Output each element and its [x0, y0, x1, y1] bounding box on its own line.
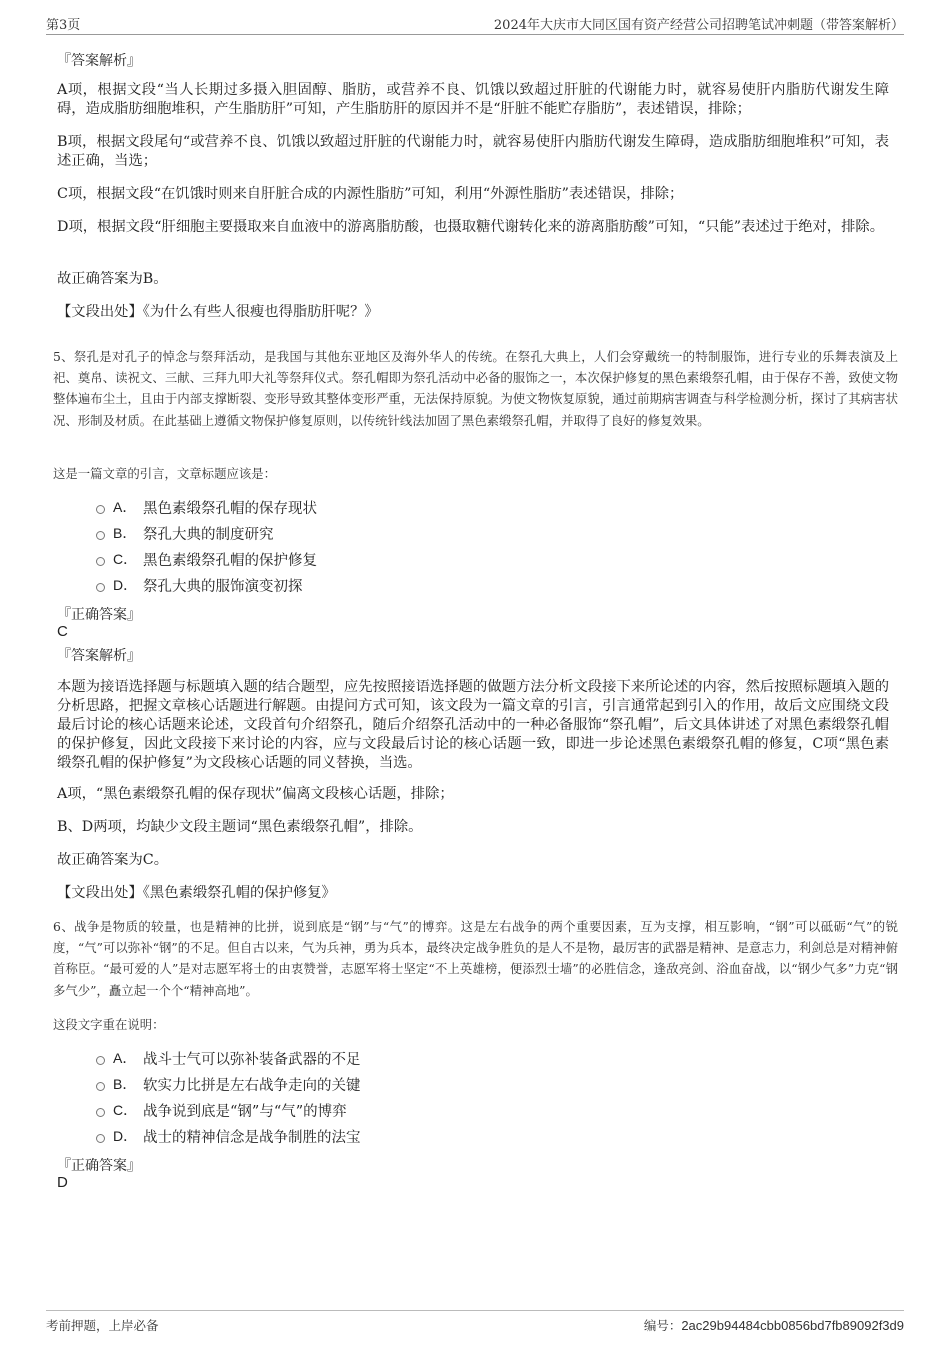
- radio-icon[interactable]: [96, 1082, 105, 1091]
- page-footer: [46, 1310, 904, 1337]
- footer-code-block: [644, 1316, 904, 1334]
- q5-option-a[interactable]: A． 黑色素缎祭孔帽的保存现状: [96, 496, 317, 518]
- radio-icon[interactable]: [96, 505, 105, 514]
- q5-answer: C: [57, 623, 68, 640]
- q5-analysis-label: 『答案解析』: [57, 648, 141, 664]
- q6-option-d[interactable]: D． 战士的精神信念是战争制胜的法宝: [96, 1125, 361, 1147]
- q6-option-a[interactable]: A． 战斗士气可以弥补装备武器的不足: [96, 1047, 361, 1069]
- radio-icon[interactable]: [96, 1134, 105, 1143]
- q4-analysis-a: A项，根据文段“当人长期过多摄入胆固醇、脂肪，或营养不良、饥饿以致超过肝脏的代谢能力时，就容易使肝内脂肪代谢发生障碍，造成脂肪细胞堆积，产生脂肪肝”可知，产生脂肪肝的原因并不是“肝脏不能贮存脂肪”，表述错误，排除；: [57, 82, 889, 117]
- radio-icon[interactable]: [96, 531, 105, 540]
- footer-code-label: 编号：: [643, 1318, 682, 1333]
- radio-icon[interactable]: [96, 1108, 105, 1117]
- q6-prompt: 这段文字重在说明：: [53, 1017, 165, 1032]
- footer-code: 2ac29b94484cbb0856bd7fb89092f3d9: [681, 1318, 904, 1333]
- q5-correct-label: 『正确答案』: [57, 607, 141, 623]
- footer-slogan: 考前押题，上岸必备: [46, 1318, 159, 1333]
- radio-icon[interactable]: [96, 1056, 105, 1065]
- q5-option-c[interactable]: C． 黑色素缎祭孔帽的保护修复: [96, 548, 317, 570]
- q5-conclusion: 故正确答案为C。: [57, 852, 169, 868]
- q4-analysis-label: 『答案解析』: [57, 53, 141, 69]
- q4-analysis-b: B项，根据文段尾句“或营养不良、饥饿以致超过肝脏的代谢能力时，就容易使肝内脂肪代谢发生障碍，造成脂肪细胞堆积”可知，表述正确，当选；: [57, 134, 889, 169]
- q4-analysis-c: C项，根据文段“在饥饿时则来自肝脏合成的内源性脂肪”可知，利用“外源性脂肪”表述错误，排除；: [57, 186, 684, 202]
- q5-analysis-a: A项，“黑色素缎祭孔帽的保存现状”偏离文段核心话题，排除；: [57, 786, 454, 802]
- q4-analysis-d: D项，根据文段“肝细胞主要摄取来自血液中的游离脂肪酸，也摄取糖代谢转化来的游离脂肪酸”可知，“只能”表述过于绝对，排除。: [57, 219, 885, 235]
- q4-conclusion: 故正确答案为B。: [57, 271, 168, 287]
- q6-question-text: 6、战争是物质的较量，也是精神的比拼，说到底是“钢”与“气”的博弈。这是左右战争的两个重要因素，互为支撑，相互影响，“钢”可以砥砺“气”的锐度，“气”可以弥补“钢”的不足。但自古以来，气为兵神，勇为兵本，最终决定战争胜负的是人不是物，最厉害的武器是精神、是意志力，利剑总是对精神俯首称臣。“最可爱的人”是对志愿军将士的由衷赞誉，志愿军将士坚定“不上英雄榜，便添烈士墙”的必胜信念，逢敌亮剑、浴血奋战，以“钢少气多”力克“钢多气少”，矗立起一个个“精神高地”。: [53, 919, 898, 998]
- q5-prompt: 这是一篇文章的引言，文章标题应该是：: [53, 466, 277, 481]
- page-header: [46, 12, 904, 35]
- q6-option-b[interactable]: B． 软实力比拼是左右战争走向的关键: [96, 1073, 361, 1095]
- q5-question-text: 5、祭孔是对孔子的悼念与祭拜活动，是我国与其他东亚地区及海外华人的传统。在祭孔大典上，人们会穿戴统一的特制服饰，进行专业的乐舞表演及上祀、奠帛、读祝文、三献、三拜九叩大礼等祭拜仪式。祭孔帽即为祭孔活动中必备的服饰之一，本次保护修复的黑色素缎祭孔帽，由于保存不善，致使文物整体遍布尘土，且由于内部支撑断裂、变形导致其整体变形严重，无法保持原貌。为使文物恢复原貌，通过前期病害调查与科学检测分析，探讨了其病害状况、形制及材质。在此基础上遵循文物保护修复原则，以传统针线法加固了黑色素缎祭孔帽，并取得了良好的修复效果。: [53, 349, 898, 428]
- q5-option-d[interactable]: D． 祭孔大典的服饰演变初探: [96, 574, 303, 596]
- page-number: 第3页: [46, 18, 81, 33]
- radio-icon[interactable]: [96, 583, 105, 592]
- q5-source: 【文段出处】《黑色素缎祭孔帽的保护修复》: [57, 885, 336, 901]
- document-title: 2024年大庆市大同区国有资产经营公司招聘笔试冲刺题（带答案解析）: [493, 18, 904, 33]
- q5-analysis-bd: B、D两项，均缺少文段主题词“黑色素缎祭孔帽”，排除。: [57, 819, 423, 835]
- q5-analysis: 本题为接语选择题与标题填入题的结合题型，应先按照接语选择题的做题方法分析文段接下来所论述的内容，然后按照标题填入题的分析思路，把握文章核心话题进行解题。由提问方式可知，该文段为一篇文章的引言，引言通常起到引入的作用，故后文应围绕文段最后讨论的核心话题来论述，文段首句介绍祭孔，随后介绍祭孔活动中的一种必备服饰“祭孔帽”，后文具体讲述了对黑色素缎祭孔帽的保护修复，因此文段接下来讨论的内容，应与文段最后讨论的核心话题一致，即进一步论述黑色素缎祭孔帽的修复，C项“黑色素缎祭孔帽的保护修复”为文段核心话题的同义替换，当选。: [57, 679, 889, 771]
- q5-option-b[interactable]: B． 祭孔大典的制度研究: [96, 522, 274, 544]
- radio-icon[interactable]: [96, 557, 105, 566]
- q4-source: 【文段出处】《为什么有些人很瘦也得脂肪肝呢？》: [57, 304, 379, 320]
- q6-correct-label: 『正确答案』: [57, 1158, 141, 1174]
- q6-option-c[interactable]: C． 战争说到底是“钢”与“气”的博弈: [96, 1099, 347, 1121]
- q6-answer: D: [57, 1174, 68, 1191]
